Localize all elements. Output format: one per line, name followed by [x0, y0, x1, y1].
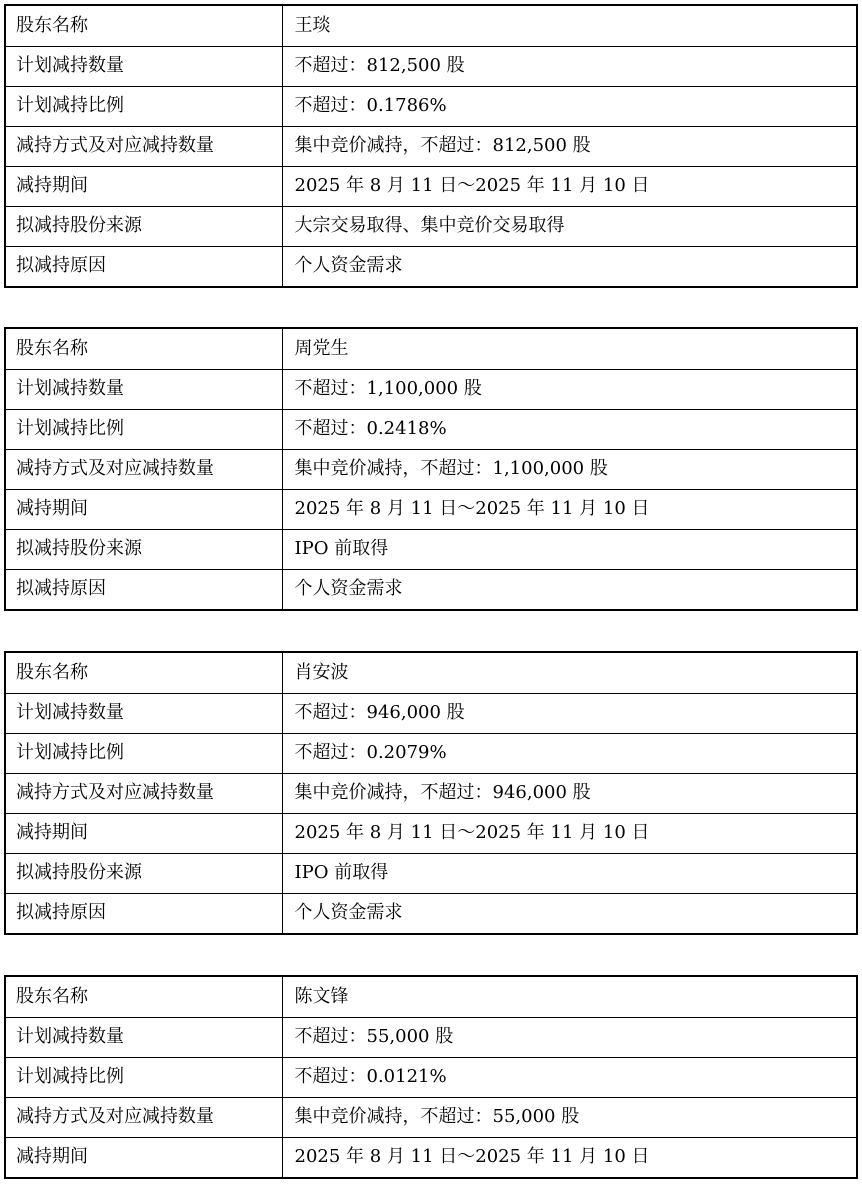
- table-row: [6, 813, 856, 853]
- table-row: [6, 206, 856, 246]
- row-value-reduction-reason: 个人资金需求: [294, 902, 403, 924]
- row-label-shareholder-name: 股东名称: [6, 977, 282, 1017]
- row-value-reduction-period: 2025 年 8 月 11 日～2025 年 11 月 10 日: [282, 813, 856, 853]
- table-row: [6, 329, 856, 369]
- row-label-planned-quantity: 计划减持数量: [6, 693, 282, 733]
- table-row: [6, 1137, 856, 1177]
- shareholder-table-chen-wenfeng: [4, 975, 858, 1179]
- row-value-reduction-period: 2025 年 8 月 11 日～2025 年 11 月 10 日: [294, 1146, 650, 1168]
- row-value-planned-ratio: 不超过：0.2079%: [282, 733, 856, 773]
- row-value-shareholder-name: 陈文锋: [282, 977, 856, 1017]
- row-label-reduction-reason: 拟减持原因: [6, 569, 282, 609]
- row-value-shareholder-name: 周党生: [282, 329, 856, 369]
- table-row: [6, 853, 856, 893]
- shareholder-table-wang-yan: [4, 4, 858, 288]
- row-label-share-source: 拟减持股份来源: [6, 206, 282, 246]
- row-value-planned-quantity: 不超过：1,100,000 股: [282, 369, 856, 409]
- row-value-reduction-period: 2025 年 8 月 11 日～2025 年 11 月 10 日: [282, 166, 856, 206]
- table-row: [6, 246, 856, 286]
- table-row: [6, 46, 856, 86]
- table-row: [6, 693, 856, 733]
- row-label-reduction-period: 减持期间: [6, 166, 282, 206]
- row-value-planned-ratio: 不超过：0.2418%: [282, 409, 856, 449]
- row-label-reduction-reason: 拟减持原因: [6, 246, 282, 286]
- table-row: [6, 977, 856, 1017]
- table-row: [6, 489, 856, 529]
- table-row: [6, 1097, 856, 1137]
- table-row: [6, 86, 856, 126]
- shareholder-table-zhou-dangsheng: [4, 327, 858, 611]
- row-value-shareholder-name: 肖安波: [282, 653, 856, 693]
- row-value-shareholder-name: 王琰: [282, 6, 856, 46]
- row-value-share-source: IPO 前取得: [282, 853, 856, 893]
- row-label-planned-ratio: 计划减持比例: [6, 86, 282, 126]
- row-label-reduction-reason: 拟减持原因: [6, 893, 282, 933]
- row-label-planned-quantity: 计划减持数量: [6, 1017, 282, 1057]
- row-value-reduction-method: 集中竞价减持，不超过：55,000 股: [282, 1097, 856, 1137]
- row-value-reduction-period: 2025 年 8 月 11 日～2025 年 11 月 10 日: [282, 489, 856, 529]
- row-label-shareholder-name: 股东名称: [6, 6, 282, 46]
- table-row: [6, 569, 856, 609]
- row-value-reduction-method: 集中竞价减持，不超过：946,000 股: [282, 773, 856, 813]
- row-label-reduction-period: 减持期间: [6, 489, 282, 529]
- table-row: [6, 529, 856, 569]
- row-value-reduction-reason: 个人资金需求: [294, 578, 403, 600]
- row-label-planned-ratio: 计划减持比例: [6, 733, 282, 773]
- row-value-reduction-method: 集中竞价减持，不超过：812,500 股: [282, 126, 856, 166]
- row-label-planned-quantity: 计划减持数量: [6, 369, 282, 409]
- row-value-share-source: 大宗交易取得、集中竞价交易取得: [282, 206, 856, 246]
- table-row: [6, 449, 856, 489]
- row-value-planned-quantity: 不超过：946,000 股: [282, 693, 856, 733]
- table-row: [6, 409, 856, 449]
- row-value-planned-quantity: 不超过：812,500 股: [282, 46, 856, 86]
- row-label-share-source: 拟减持股份来源: [6, 529, 282, 569]
- reduction-plan-table: [6, 977, 856, 1177]
- row-label-planned-ratio: 计划减持比例: [6, 1057, 282, 1097]
- table-row: [6, 1017, 856, 1057]
- row-value-planned-quantity: 不超过：55,000 股: [282, 1017, 856, 1057]
- row-value-share-source: IPO 前取得: [282, 529, 856, 569]
- row-label-planned-ratio: 计划减持比例: [6, 409, 282, 449]
- table-row: [6, 126, 856, 166]
- reduction-plan-table: [6, 653, 856, 933]
- table-row: [6, 369, 856, 409]
- table-row: [6, 6, 856, 46]
- row-value-planned-ratio: 不超过：0.1786%: [282, 86, 856, 126]
- row-label-reduction-method: 减持方式及对应减持数量: [6, 773, 282, 813]
- table-row: [6, 166, 856, 206]
- row-value-reduction-reason: 个人资金需求: [294, 255, 403, 277]
- row-value-planned-ratio: 不超过：0.0121%: [282, 1057, 856, 1097]
- row-label-shareholder-name: 股东名称: [6, 653, 282, 693]
- row-label-reduction-period: 减持期间: [6, 813, 282, 853]
- row-value-reduction-method: 集中竞价减持，不超过：1,100,000 股: [282, 449, 856, 489]
- reduction-plan-table: [6, 6, 856, 286]
- row-label-planned-quantity: 计划减持数量: [6, 46, 282, 86]
- row-label-reduction-method: 减持方式及对应减持数量: [6, 1097, 282, 1137]
- row-label-reduction-period: 减持期间: [6, 1137, 282, 1177]
- row-label-reduction-method: 减持方式及对应减持数量: [6, 126, 282, 166]
- row-label-shareholder-name: 股东名称: [6, 329, 282, 369]
- row-label-share-source: 拟减持股份来源: [6, 853, 282, 893]
- table-row: [6, 773, 856, 813]
- row-label-reduction-method: 减持方式及对应减持数量: [6, 449, 282, 489]
- table-row: [6, 1057, 856, 1097]
- table-row: [6, 733, 856, 773]
- reduction-plan-table: [6, 329, 856, 609]
- table-row: [6, 893, 856, 933]
- shareholder-table-xiao-anbo: [4, 651, 858, 935]
- table-row: [6, 653, 856, 693]
